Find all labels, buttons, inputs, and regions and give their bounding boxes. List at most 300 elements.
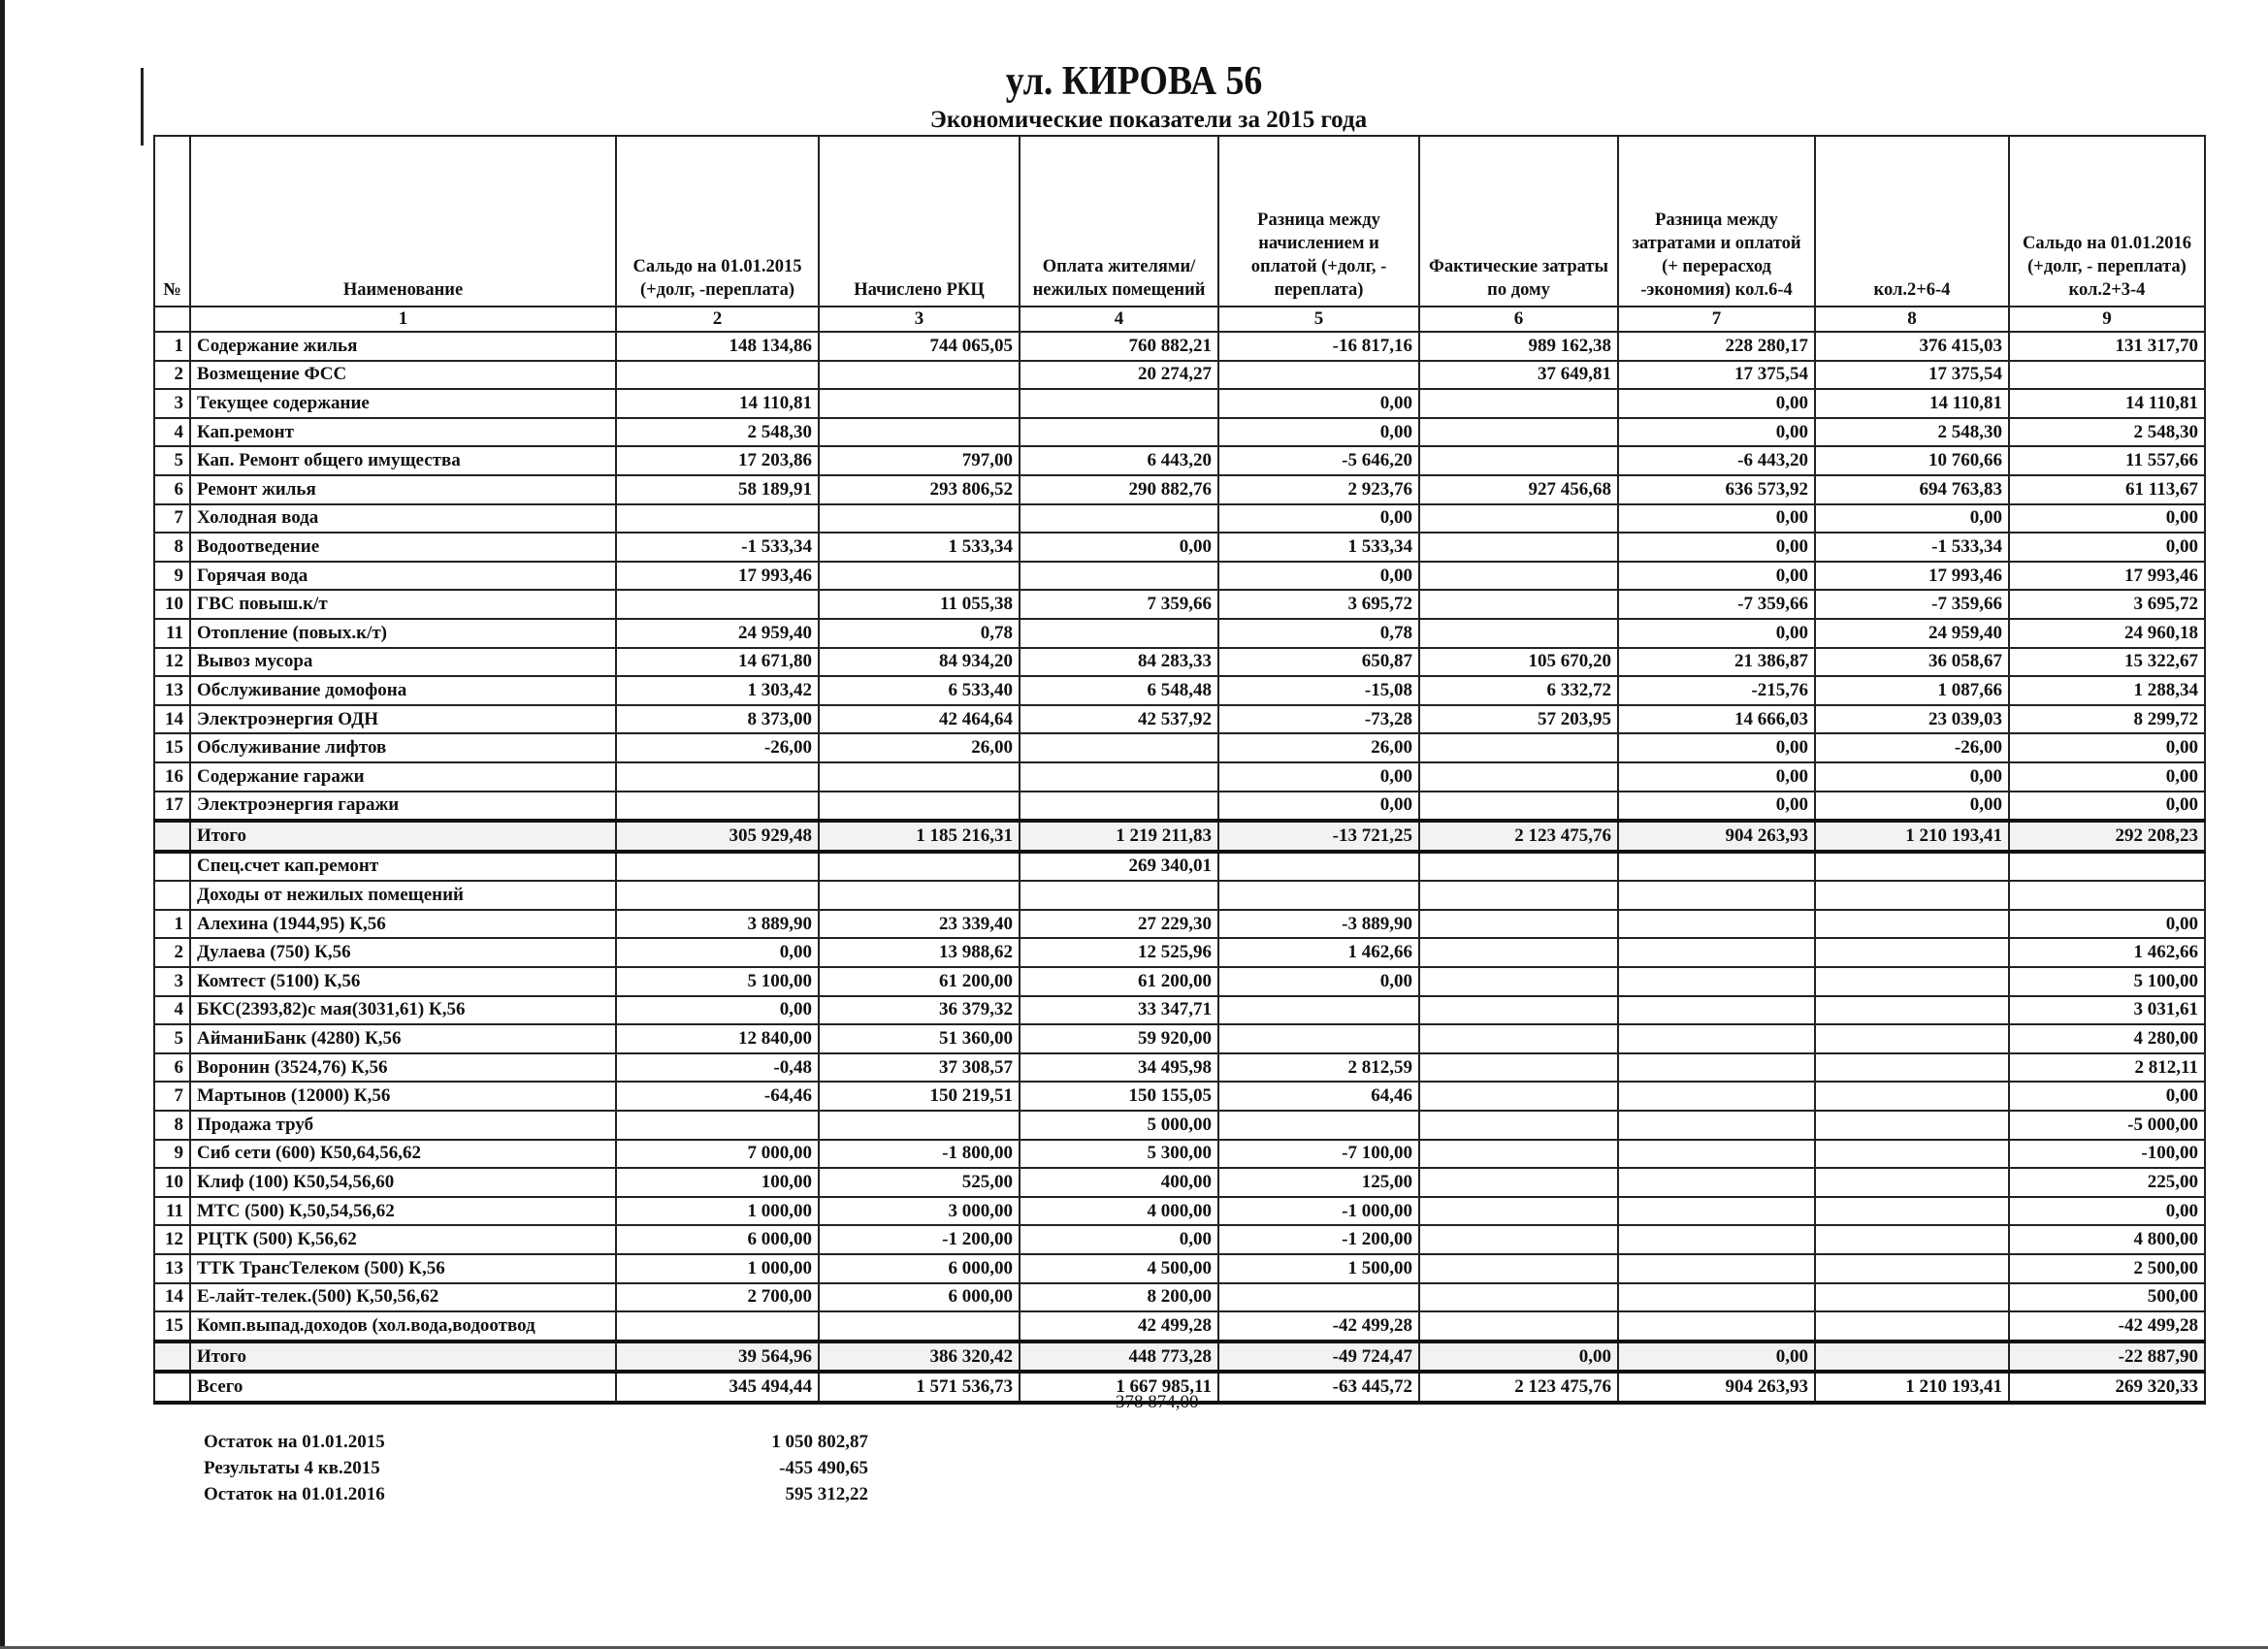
cell-col-6 xyxy=(1419,967,1618,996)
row-number: 13 xyxy=(154,1254,190,1283)
cell-col-5: -15,08 xyxy=(1218,676,1419,705)
row-name: Доходы от нежилых помещений xyxy=(190,881,616,910)
cell-col-2 xyxy=(616,792,819,822)
table-row xyxy=(154,1311,2205,1342)
cell-col-4: 4 500,00 xyxy=(1020,1254,1218,1283)
cell-col-7: 228 280,17 xyxy=(1618,332,1815,361)
cell-col-2 xyxy=(616,1311,819,1342)
row-number: 11 xyxy=(154,1197,190,1226)
cell-col-6 xyxy=(1419,1283,1618,1312)
cell-col-2: 14 110,81 xyxy=(616,389,819,418)
cell-col-4: 1 667 985,11 xyxy=(1020,1372,1218,1403)
cell-col-4: 59 920,00 xyxy=(1020,1024,1218,1053)
row-number: 7 xyxy=(154,504,190,534)
cell-col-9: 1 462,66 xyxy=(2009,938,2205,967)
cell-col-8: 2 548,30 xyxy=(1815,418,2009,447)
cell-col-6 xyxy=(1419,1111,1618,1140)
table-row xyxy=(154,648,2205,677)
cell-col-4: 0,00 xyxy=(1020,1225,1218,1254)
cell-col-3: 797,00 xyxy=(819,446,1020,475)
cell-col-7 xyxy=(1618,1283,1815,1312)
cell-col-3: 525,00 xyxy=(819,1168,1020,1197)
cell-col-3: 293 806,52 xyxy=(819,475,1020,504)
cell-col-2: 17 993,46 xyxy=(616,562,819,591)
cell-col-2 xyxy=(616,504,819,534)
cell-col-2: 305 929,48 xyxy=(616,821,819,852)
row-name: Вывоз мусора xyxy=(190,648,616,677)
cell-col-2 xyxy=(616,852,819,882)
cell-col-8 xyxy=(1815,881,2009,910)
economic-indicators-table xyxy=(153,135,2206,1405)
cell-col-5: -7 100,00 xyxy=(1218,1140,1419,1169)
row-number: 9 xyxy=(154,1140,190,1169)
cell-col-4: 7 359,66 xyxy=(1020,590,1218,619)
header-actual-costs: Фактические затраты по дому xyxy=(1419,136,1618,307)
cell-col-8: 694 763,83 xyxy=(1815,475,2009,504)
cell-col-3: 51 360,00 xyxy=(819,1024,1020,1053)
row-name: Сиб сети (600) К50,64,56,62 xyxy=(190,1140,616,1169)
row-name: Всего xyxy=(190,1372,616,1403)
cell-col-6 xyxy=(1419,1225,1618,1254)
cell-col-4: 290 882,76 xyxy=(1020,475,1218,504)
cell-col-7 xyxy=(1618,1197,1815,1226)
row-name: Алехина (1944,95) К,56 xyxy=(190,910,616,939)
cell-col-4: 61 200,00 xyxy=(1020,967,1218,996)
row-number: 5 xyxy=(154,1024,190,1053)
cell-col-6: 2 123 475,76 xyxy=(1419,1372,1618,1403)
colnum: 3 xyxy=(819,307,1020,332)
cell-col-4: 5 000,00 xyxy=(1020,1111,1218,1140)
cell-col-3: 0,78 xyxy=(819,619,1020,648)
cell-col-6 xyxy=(1419,1140,1618,1169)
cell-col-3: 6 533,40 xyxy=(819,676,1020,705)
cell-col-4: 20 274,27 xyxy=(1020,361,1218,390)
cell-col-9: 0,00 xyxy=(2009,792,2205,822)
row-number: 17 xyxy=(154,792,190,822)
cell-col-7: 0,00 xyxy=(1618,562,1815,591)
cell-col-7: 17 375,54 xyxy=(1618,361,1815,390)
table-row xyxy=(154,1111,2205,1140)
cell-col-5: 0,00 xyxy=(1218,762,1419,792)
cell-col-6: 6 332,72 xyxy=(1419,676,1618,705)
row-number: 2 xyxy=(154,361,190,390)
cell-col-6 xyxy=(1419,504,1618,534)
cell-col-7 xyxy=(1618,1254,1815,1283)
cell-col-5: 2 812,59 xyxy=(1218,1053,1419,1083)
row-name: Горячая вода xyxy=(190,562,616,591)
cell-col-8 xyxy=(1815,1342,2009,1373)
row-number: 4 xyxy=(154,996,190,1025)
cell-col-9: 0,00 xyxy=(2009,762,2205,792)
cell-col-5: 0,00 xyxy=(1218,389,1419,418)
cell-col-3 xyxy=(819,881,1020,910)
colnum: 7 xyxy=(1618,307,1815,332)
cell-col-9 xyxy=(2009,881,2205,910)
row-number xyxy=(154,881,190,910)
cell-col-3: -1 800,00 xyxy=(819,1140,1020,1169)
cell-col-4 xyxy=(1020,389,1218,418)
cell-col-3: 1 185 216,31 xyxy=(819,821,1020,852)
table-row xyxy=(154,1197,2205,1226)
cell-col-9: 2 812,11 xyxy=(2009,1053,2205,1083)
cell-col-8: 36 058,67 xyxy=(1815,648,2009,677)
cell-col-9: 500,00 xyxy=(2009,1283,2205,1312)
cell-col-2 xyxy=(616,590,819,619)
cell-col-2: 1 000,00 xyxy=(616,1197,819,1226)
cell-col-7: 0,00 xyxy=(1618,389,1815,418)
row-number xyxy=(154,852,190,882)
cell-col-3 xyxy=(819,1311,1020,1342)
cell-col-7: 904 263,93 xyxy=(1618,1372,1815,1403)
cell-col-9: 0,00 xyxy=(2009,533,2205,562)
header-charge-payment-diff: Разница между начислением и оплатой (+долг, - переплата) xyxy=(1218,136,1419,307)
cell-col-8: 376 415,03 xyxy=(1815,332,2009,361)
cell-col-6: 57 203,95 xyxy=(1419,705,1618,734)
cell-col-9: 5 100,00 xyxy=(2009,967,2205,996)
cell-col-8 xyxy=(1815,910,2009,939)
cell-col-9: 225,00 xyxy=(2009,1168,2205,1197)
cell-col-4: 269 340,01 xyxy=(1020,852,1218,882)
cell-col-2: -64,46 xyxy=(616,1082,819,1111)
cell-col-7: 0,00 xyxy=(1618,533,1815,562)
cell-col-8: 10 760,66 xyxy=(1815,446,2009,475)
cell-col-8 xyxy=(1815,967,2009,996)
cell-col-2: 14 671,80 xyxy=(616,648,819,677)
row-name: ГВС повыш.к/т xyxy=(190,590,616,619)
cell-col-7 xyxy=(1618,1024,1815,1053)
cell-col-4 xyxy=(1020,733,1218,762)
row-name: Е-лайт-телек.(500) К,50,56,62 xyxy=(190,1283,616,1312)
table-row xyxy=(154,1168,2205,1197)
cell-col-5: 2 923,76 xyxy=(1218,475,1419,504)
cell-col-5: -49 724,47 xyxy=(1218,1342,1419,1373)
row-number xyxy=(154,821,190,852)
cell-col-6 xyxy=(1419,1082,1618,1111)
summary-label: Результаты 4 кв.2015 xyxy=(204,1458,380,1478)
cell-col-3: 6 000,00 xyxy=(819,1254,1020,1283)
total-row xyxy=(154,821,2205,852)
cell-col-2 xyxy=(616,1111,819,1140)
row-number: 14 xyxy=(154,1283,190,1312)
cell-col-3: 26,00 xyxy=(819,733,1020,762)
row-name: Возмещение ФСС xyxy=(190,361,616,390)
table-row xyxy=(154,938,2205,967)
cell-col-2: 148 134,86 xyxy=(616,332,819,361)
cell-col-9: 0,00 xyxy=(2009,733,2205,762)
cell-col-2: 100,00 xyxy=(616,1168,819,1197)
cell-col-5: -1 000,00 xyxy=(1218,1197,1419,1226)
cell-col-6 xyxy=(1419,590,1618,619)
table-row xyxy=(154,1254,2205,1283)
cell-col-4: 27 229,30 xyxy=(1020,910,1218,939)
cell-col-7 xyxy=(1618,938,1815,967)
cell-col-4: 84 283,33 xyxy=(1020,648,1218,677)
colnum: 2 xyxy=(616,307,819,332)
cell-col-2: 58 189,91 xyxy=(616,475,819,504)
header-balance-start: Сальдо на 01.01.2015 (+долг, -переплата) xyxy=(616,136,819,307)
cell-col-9: 0,00 xyxy=(2009,504,2205,534)
cell-col-9: 4 800,00 xyxy=(2009,1225,2205,1254)
table-row xyxy=(154,1283,2205,1312)
summary-label: Остаток на 01.01.2015 xyxy=(204,1432,385,1452)
cell-col-8 xyxy=(1815,852,2009,882)
row-number: 1 xyxy=(154,910,190,939)
cell-col-8 xyxy=(1815,1111,2009,1140)
cell-col-2: 6 000,00 xyxy=(616,1225,819,1254)
cell-col-6 xyxy=(1419,852,1618,882)
row-name: Содержание гаражи xyxy=(190,762,616,792)
table-row xyxy=(154,418,2205,447)
cell-col-4: 448 773,28 xyxy=(1020,1342,1218,1373)
header-col-formula: кол.2+6-4 xyxy=(1815,136,2009,307)
row-name: Дулаева (750) К,56 xyxy=(190,938,616,967)
table-row xyxy=(154,590,2205,619)
cell-col-8: 1 210 193,41 xyxy=(1815,1372,2009,1403)
document-subtitle: Экономические показатели за 2015 года xyxy=(929,107,1368,133)
cell-col-3 xyxy=(819,1111,1020,1140)
cell-col-3 xyxy=(819,762,1020,792)
colnum: 5 xyxy=(1218,307,1419,332)
cell-col-3: -1 200,00 xyxy=(819,1225,1020,1254)
cell-col-9: 0,00 xyxy=(2009,1082,2205,1111)
cell-col-6 xyxy=(1419,996,1618,1025)
row-number xyxy=(154,1372,190,1403)
cell-col-5: -73,28 xyxy=(1218,705,1419,734)
cell-col-5: 1 533,34 xyxy=(1218,533,1419,562)
row-name: МТС (500) К,50,54,56,62 xyxy=(190,1197,616,1226)
cell-col-2: 3 889,90 xyxy=(616,910,819,939)
row-name: Мартынов (12000) К,56 xyxy=(190,1082,616,1111)
table-row xyxy=(154,762,2205,792)
header-cost-payment-diff: Разница между затратами и оплатой (+ перерасход -экономия) кол.6-4 xyxy=(1618,136,1815,307)
cell-col-8 xyxy=(1815,1082,2009,1111)
row-number: 11 xyxy=(154,619,190,648)
cell-col-7 xyxy=(1618,910,1815,939)
cell-col-3: 61 200,00 xyxy=(819,967,1020,996)
row-name: Комтест (5100) К,56 xyxy=(190,967,616,996)
row-number: 13 xyxy=(154,676,190,705)
cell-col-3 xyxy=(819,418,1020,447)
cell-col-2: 17 203,86 xyxy=(616,446,819,475)
cell-col-9: 3 031,61 xyxy=(2009,996,2205,1025)
cell-col-8 xyxy=(1815,996,2009,1025)
cell-col-7 xyxy=(1618,852,1815,882)
cell-col-6 xyxy=(1419,1197,1618,1226)
cell-col-7: -6 443,20 xyxy=(1618,446,1815,475)
cell-col-5: 0,00 xyxy=(1218,504,1419,534)
cell-col-9: 14 110,81 xyxy=(2009,389,2205,418)
cell-col-7 xyxy=(1618,1311,1815,1342)
cell-col-7: 0,00 xyxy=(1618,418,1815,447)
cell-col-6 xyxy=(1419,389,1618,418)
cell-col-5 xyxy=(1218,1283,1419,1312)
cell-col-6: 0,00 xyxy=(1419,1342,1618,1373)
cell-col-5 xyxy=(1218,1024,1419,1053)
table-row xyxy=(154,1082,2205,1111)
row-number: 15 xyxy=(154,733,190,762)
cell-col-7: 0,00 xyxy=(1618,619,1815,648)
cell-col-4 xyxy=(1020,504,1218,534)
cell-col-3: 6 000,00 xyxy=(819,1283,1020,1312)
cell-col-2: 7 000,00 xyxy=(616,1140,819,1169)
row-name: Содержание жилья xyxy=(190,332,616,361)
row-number: 15 xyxy=(154,1311,190,1342)
cell-col-2 xyxy=(616,361,819,390)
cell-col-3: 1 533,34 xyxy=(819,533,1020,562)
cell-col-8 xyxy=(1815,1311,2009,1342)
cell-col-7 xyxy=(1618,1140,1815,1169)
cell-col-5: 1 462,66 xyxy=(1218,938,1419,967)
row-name: Кап.ремонт xyxy=(190,418,616,447)
cell-col-5: 0,00 xyxy=(1218,792,1419,822)
cell-col-3: 42 464,64 xyxy=(819,705,1020,734)
row-name: Кап. Ремонт общего имущества xyxy=(190,446,616,475)
cell-col-7: 0,00 xyxy=(1618,733,1815,762)
row-number: 4 xyxy=(154,418,190,447)
row-name: Водоотведение xyxy=(190,533,616,562)
table-row xyxy=(154,967,2205,996)
cell-col-5: 0,00 xyxy=(1218,418,1419,447)
table-row xyxy=(154,533,2205,562)
cell-col-7 xyxy=(1618,1225,1815,1254)
cell-col-6 xyxy=(1419,762,1618,792)
scan-left-edge xyxy=(0,0,5,1649)
cell-col-6 xyxy=(1419,446,1618,475)
cell-col-2: 5 100,00 xyxy=(616,967,819,996)
header-number: № xyxy=(154,136,190,307)
cell-col-9: -100,00 xyxy=(2009,1140,2205,1169)
cell-col-3: 36 379,32 xyxy=(819,996,1020,1025)
cell-col-6 xyxy=(1419,562,1618,591)
cell-col-3 xyxy=(819,389,1020,418)
row-name: Комп.выпад.доходов (хол.вода,водоотвод xyxy=(190,1311,616,1342)
row-name: Электроэнергия гаражи xyxy=(190,792,616,822)
cell-col-5: -42 499,28 xyxy=(1218,1311,1419,1342)
cell-col-8 xyxy=(1815,1283,2009,1312)
colnum: 8 xyxy=(1815,307,2009,332)
cell-col-3: 386 320,42 xyxy=(819,1342,1020,1373)
cell-col-8 xyxy=(1815,1140,2009,1169)
cell-col-6 xyxy=(1419,733,1618,762)
cell-col-5: 26,00 xyxy=(1218,733,1419,762)
row-number: 6 xyxy=(154,1053,190,1083)
cell-col-9: 2 548,30 xyxy=(2009,418,2205,447)
cell-col-8 xyxy=(1815,1197,2009,1226)
row-name: Ремонт жилья xyxy=(190,475,616,504)
table-row xyxy=(154,504,2205,534)
table-row xyxy=(154,332,2205,361)
table-row xyxy=(154,361,2205,390)
cell-col-3: 744 065,05 xyxy=(819,332,1020,361)
cell-col-4: 4 000,00 xyxy=(1020,1197,1218,1226)
special-account-row xyxy=(154,852,2205,882)
cell-col-8 xyxy=(1815,1254,2009,1283)
cell-col-6 xyxy=(1419,1254,1618,1283)
cell-col-2: 1 000,00 xyxy=(616,1254,819,1283)
cell-col-5: 3 695,72 xyxy=(1218,590,1419,619)
cell-col-5 xyxy=(1218,1111,1419,1140)
cell-col-7 xyxy=(1618,1053,1815,1083)
cell-col-2 xyxy=(616,881,819,910)
row-name: Обслуживание лифтов xyxy=(190,733,616,762)
cell-col-9: 0,00 xyxy=(2009,1197,2205,1226)
cell-col-7 xyxy=(1618,996,1815,1025)
cell-col-8: 1 210 193,41 xyxy=(1815,821,2009,852)
row-name: Спец.счет кап.ремонт xyxy=(190,852,616,882)
row-number: 1 xyxy=(154,332,190,361)
cell-col-4: 150 155,05 xyxy=(1020,1082,1218,1111)
cell-col-9: 17 993,46 xyxy=(2009,562,2205,591)
cell-col-4 xyxy=(1020,418,1218,447)
cell-col-9: 0,00 xyxy=(2009,910,2205,939)
row-number: 8 xyxy=(154,533,190,562)
cell-col-9: 292 208,23 xyxy=(2009,821,2205,852)
cell-col-4: 6 443,20 xyxy=(1020,446,1218,475)
row-name: Электроэнергия ОДН xyxy=(190,705,616,734)
cell-col-8: -1 533,34 xyxy=(1815,533,2009,562)
cell-col-9: 4 280,00 xyxy=(2009,1024,2205,1053)
cell-col-4 xyxy=(1020,562,1218,591)
cell-col-3: 11 055,38 xyxy=(819,590,1020,619)
summary-row xyxy=(204,1429,868,1455)
row-name: ТТК ТрансТелеком (500) К,56 xyxy=(190,1254,616,1283)
summary-value: 1 050 802,87 xyxy=(771,1432,868,1452)
row-number xyxy=(154,1342,190,1373)
cell-col-6 xyxy=(1419,533,1618,562)
summary-block xyxy=(204,1429,868,1507)
cell-col-9: 24 960,18 xyxy=(2009,619,2205,648)
cell-col-7: 0,00 xyxy=(1618,504,1815,534)
table-row xyxy=(154,475,2205,504)
cell-col-3: 1 571 536,73 xyxy=(819,1372,1020,1403)
cell-col-4: 34 495,98 xyxy=(1020,1053,1218,1083)
cell-col-6 xyxy=(1419,881,1618,910)
header-name: Наименование xyxy=(190,136,616,307)
table-row xyxy=(154,1053,2205,1083)
cell-col-8: -7 359,66 xyxy=(1815,590,2009,619)
cell-col-5: 1 500,00 xyxy=(1218,1254,1419,1283)
cell-col-8: 1 087,66 xyxy=(1815,676,2009,705)
cell-col-5: -3 889,90 xyxy=(1218,910,1419,939)
row-name: Клиф (100) К50,54,56,60 xyxy=(190,1168,616,1197)
row-number: 14 xyxy=(154,705,190,734)
cell-col-4 xyxy=(1020,762,1218,792)
row-number: 5 xyxy=(154,446,190,475)
cell-col-8: -26,00 xyxy=(1815,733,2009,762)
cell-col-2: -1 533,34 xyxy=(616,533,819,562)
cell-col-4: 6 548,48 xyxy=(1020,676,1218,705)
cell-col-8 xyxy=(1815,1168,2009,1197)
cell-col-4: 0,00 xyxy=(1020,533,1218,562)
cell-col-7: 14 666,03 xyxy=(1618,705,1815,734)
cell-col-9: 269 320,33 xyxy=(2009,1372,2205,1403)
cell-col-4 xyxy=(1020,792,1218,822)
cell-col-5: 0,78 xyxy=(1218,619,1419,648)
cell-col-6 xyxy=(1419,619,1618,648)
cell-col-9: 8 299,72 xyxy=(2009,705,2205,734)
row-number: 10 xyxy=(154,1168,190,1197)
cell-col-3: 3 000,00 xyxy=(819,1197,1020,1226)
cell-col-9 xyxy=(2009,852,2205,882)
table-row xyxy=(154,792,2205,822)
row-name: Холодная вода xyxy=(190,504,616,534)
row-name: Обслуживание домофона xyxy=(190,676,616,705)
row-name: Отопление (повых.к/т) xyxy=(190,619,616,648)
column-number-row xyxy=(154,307,2205,332)
cell-col-9: 131 317,70 xyxy=(2009,332,2205,361)
cell-col-9: 11 557,66 xyxy=(2009,446,2205,475)
cell-col-9: 1 288,34 xyxy=(2009,676,2205,705)
